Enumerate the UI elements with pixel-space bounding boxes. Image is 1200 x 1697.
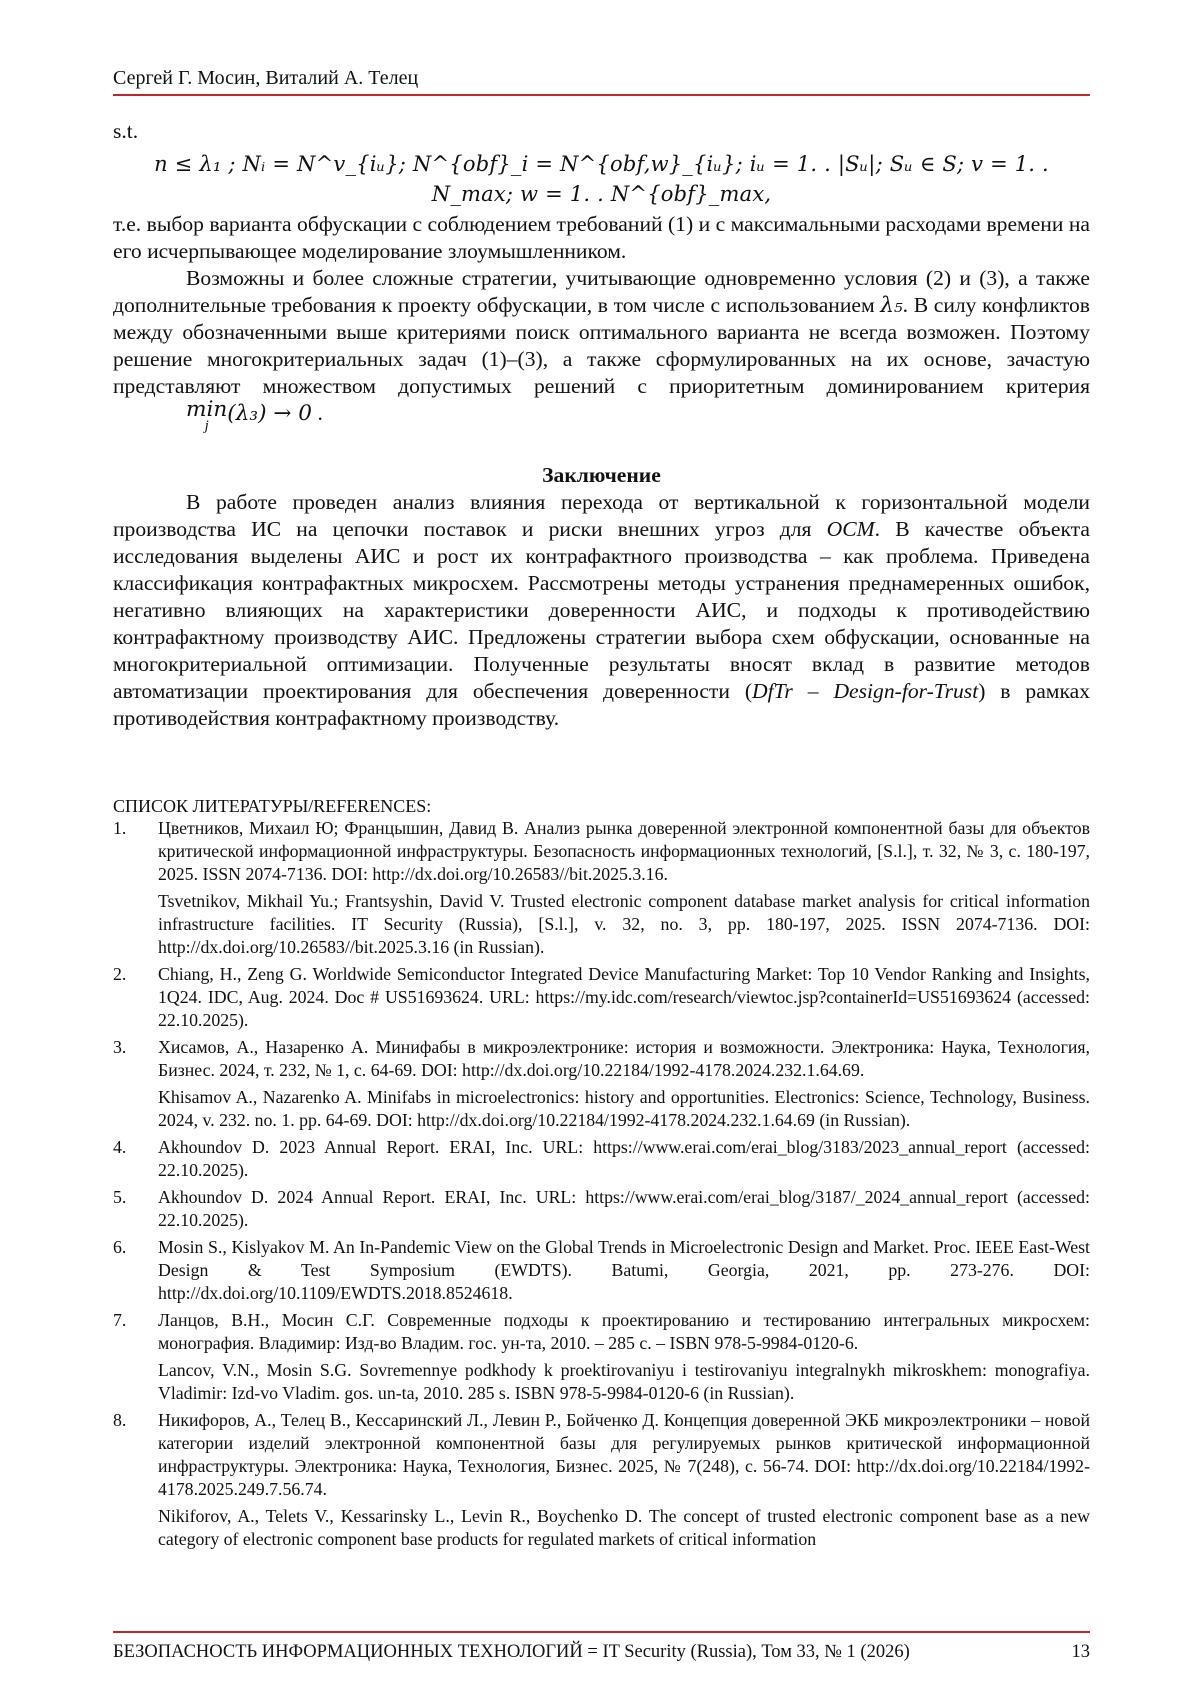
reference-text-translit: Tsvetnikov, Mikhail Yu.; Frantsyshin, David V. Trusted electronic component database market analysis for critical information infrastructure facilities. IT Security (Russia), [S.l.], v. 32, no. 3, pp. 180-197, 2025. ISSN 2074-7136. DOI: http://dx.doi.org/10.26583//bit.2025.3.16 (in Russian). [158,891,1090,957]
footer-journal: БЕЗОПАСНОСТЬ ИНФОРМАЦИОННЫХ ТЕХНОЛОГИЙ = IT Security (Russia), Том 33, № 1 (2026) [113,1642,910,1662]
conclusion-text-a: В работе проведен анализ влияния перехода от вертикальной к горизонтальной модели производства ИС на цепочки поставок и риски внешних угроз для [113,490,1090,541]
reference-item [113,1186,1090,1232]
header-divider [113,94,1090,96]
paragraph-2 [113,265,1090,434]
reference-text-translit: Nikiforov, A., Telets V., Kessarinsky L., Levin R., Boychenko D. The concept of trusted electronic component base as a new category of electronic component base products for regulated markets of critical information [158,1506,1090,1549]
references-heading: СПИСОК ЛИТЕРАТУРЫ/REFERENCES: [113,796,432,816]
paragraph-2-end: . [312,401,323,425]
reference-number: 8. [113,1410,127,1430]
conclusion-heading: Заключение [542,463,661,487]
paragraph-2-text-a: Возможны и более сложные стратегии, учитывающие одновременно условия (2) и (3), а также дополнительные требования к проекту обфускации, в том числе с использованием [113,266,1090,317]
reference-item [113,1409,1090,1551]
reference-text: Хисамов, А., Назаренко А. Минифабы в микроэлектронике: история и возможности. Электроника: Наука, Технология, Бизнес. 2024, т. 232, № 1, с. 64-69. DOI: http://dx.doi.org/10.22184/1992-4178.2024.232.1.64.69. [158,1037,1090,1080]
reference-text: Цветников, Михаил Ю; Францышин, Давид В. Анализ рынка доверенной электронной компонентной базы для объектов критической информационной инфраструктуры. Безопасность информационных технологий, [S.l.], т. 32, № 3, с. 180-197, 2025. ISSN 2074-7136. DOI: http://dx.doi.org/10.26583//bit.2025.3.16. [158,818,1090,884]
paragraph-1-text: т.е. выбор варианта обфускации с соблюдением требований (1) и с максимальными расходами времени на его исчерпывающее моделирование злоумышленником. [113,212,1090,263]
main-text [113,118,1090,732]
reference-text-translit: Lancov, V.N., Mosin S.G. Sovremennye podkhody k proektirovaniyu i testirovaniyu integralnykh mikroskhem: monografiya. Vladimir: Izd-vo Vladim. gos. un-ta, 2010. 285 s. ISBN 978-5-9984-0120-6 (in Russian). [158,1360,1090,1403]
footer-divider [113,1631,1090,1633]
reference-item [113,1036,1090,1132]
reference-text: Akhoundov D. 2023 Annual Report. ERAI, Inc. URL: https://www.erai.com/erai_blog/3183/2023_annual_report (accessed: 22.10.2025). [158,1137,1090,1180]
reference-number: 6. [113,1237,127,1257]
subject-to-label: s.t. [113,119,139,143]
reference-number: 1. [113,818,127,838]
reference-item [113,817,1090,959]
reference-item [113,1136,1090,1182]
lambda-5-symbol: λ₅ [880,293,903,318]
reference-text: Никифоров, А., Телец В., Кессаринский Л., Левин Р., Бойченко Д. Концепция доверенной ЭКБ микроэлектроники – новой категории изделий электронной компонентной базы для регулируемых рынков критической информационной инфраструктуры. Электроника: Наука, Технология, Бизнес. 2025, № 7(248), с. 56-74. DOI: http://dx.doi.org/10.22184/1992-4178.2025.249.7.56.74. [158,1410,1090,1499]
ocm-term: OCM [826,517,875,541]
header-authors: Сергей Г. Мосин, Виталий А. Телец [113,67,419,89]
dftr-term: DfTr – Design-for-Trust [752,679,979,703]
conclusion-text-c: ) в рамках противодействия контрафактному производству. [113,679,1091,730]
reference-list [113,817,1090,1555]
paragraph-1 [113,211,1090,265]
min-expression: (λ₃) → 0 [227,401,313,426]
reference-number: 2. [113,964,127,984]
constraint-formula: n ≤ λ₁ ; Nᵢ = N^v_{iᵤ}; N^{obf}_i = N^{obf,w}_{iᵤ}; iᵤ = 1. . |Sᵤ|; Sᵤ ∈ S; v = 1. . N_max; w = 1. . N^{obf}_max, [154,152,1049,206]
running-footer [113,1641,1090,1663]
conclusion-text-b: . В качестве объекта исследования выделены АИС и рост их контрафактного производства – как проблема. Приведена классификация контрафактных микросхем. Рассмотрены методы устранения преднамеренных ошибок, негативно влияющих на характеристики доверенности АИС, и подходы к противодействию контрафактному производству АИС. Предложены стратегии выбора схем обфускации, основанные на многокритериальной оптимизации. Полученные результаты вносят вклад в развитие методов автоматизации проектирования для обеспечения доверенности ( [113,517,1090,703]
reference-text: Ланцов, В.Н., Мосин С.Г. Современные подходы к проектированию и тестированию интегральных микросхем: монография. Владимир: Изд-во Владим. гос. ун-та, 2010. – 285 с. – ISBN 978-5-9984-0120-6. [158,1310,1090,1353]
reference-number: 3. [113,1037,127,1057]
reference-text-translit: Khisamov A., Nazarenko A. Minifabs in microelectronics: history and opportunities. Electronics: Science, Technology, Business. 2024, v. 232. no. 1. pp. 64-69. DOI: http://dx.doi.org/10.22184/1992-4178.2024.232.1.64.69 (in Russian). [158,1087,1090,1130]
min-subscript: j [204,418,209,434]
reference-text: Chiang, H., Zeng G. Worldwide Semiconductor Integrated Device Manufacturing Market: Top 10 Vendor Ranking and Insights, 1Q24. IDC, Aug. 2024. Doc # US51693624. URL: https://my.idc.com/research/viewtoc.jsp?containerId=US51693624 (accessed: 22.10.2025). [158,964,1090,1030]
conclusion-paragraph [113,489,1090,732]
reference-number: 5. [113,1187,127,1207]
reference-number: 7. [113,1310,127,1330]
reference-text: Mosin S., Kislyakov M. An In-Pandemic View on the Global Trends in Microelectronic Design and Market. Proc. IEEE East-West Design & Test Symposium (EWDTS). Batumi, Georgia, 2021, pp. 273-276. DOI: http://dx.doi.org/10.1109/EWDTS.2018.8524618. [158,1237,1090,1303]
reference-item [113,1236,1090,1305]
min-operator [113,397,228,434]
paragraph-2-text-b: . В силу конфликтов между обозначенными выше критериями поиск оптимального варианта не всегда возможен. Поэтому решение многокритериальных задач (1)–(3), а также сформулированных на их основе, зачастую представляют множеством допустимых решений с приоритетным доминированием критерия [113,293,1091,398]
reference-text: Akhoundov D. 2024 Annual Report. ERAI, Inc. URL: https://www.erai.com/erai_blog/3187/_2024_annual_report (accessed: 22.10.2025). [158,1187,1090,1230]
min-label: min [186,397,228,422]
reference-item [113,963,1090,1032]
page-number: 13 [1071,1642,1090,1662]
running-header [113,66,1098,90]
reference-number: 4. [113,1137,127,1157]
reference-item [113,1309,1090,1405]
